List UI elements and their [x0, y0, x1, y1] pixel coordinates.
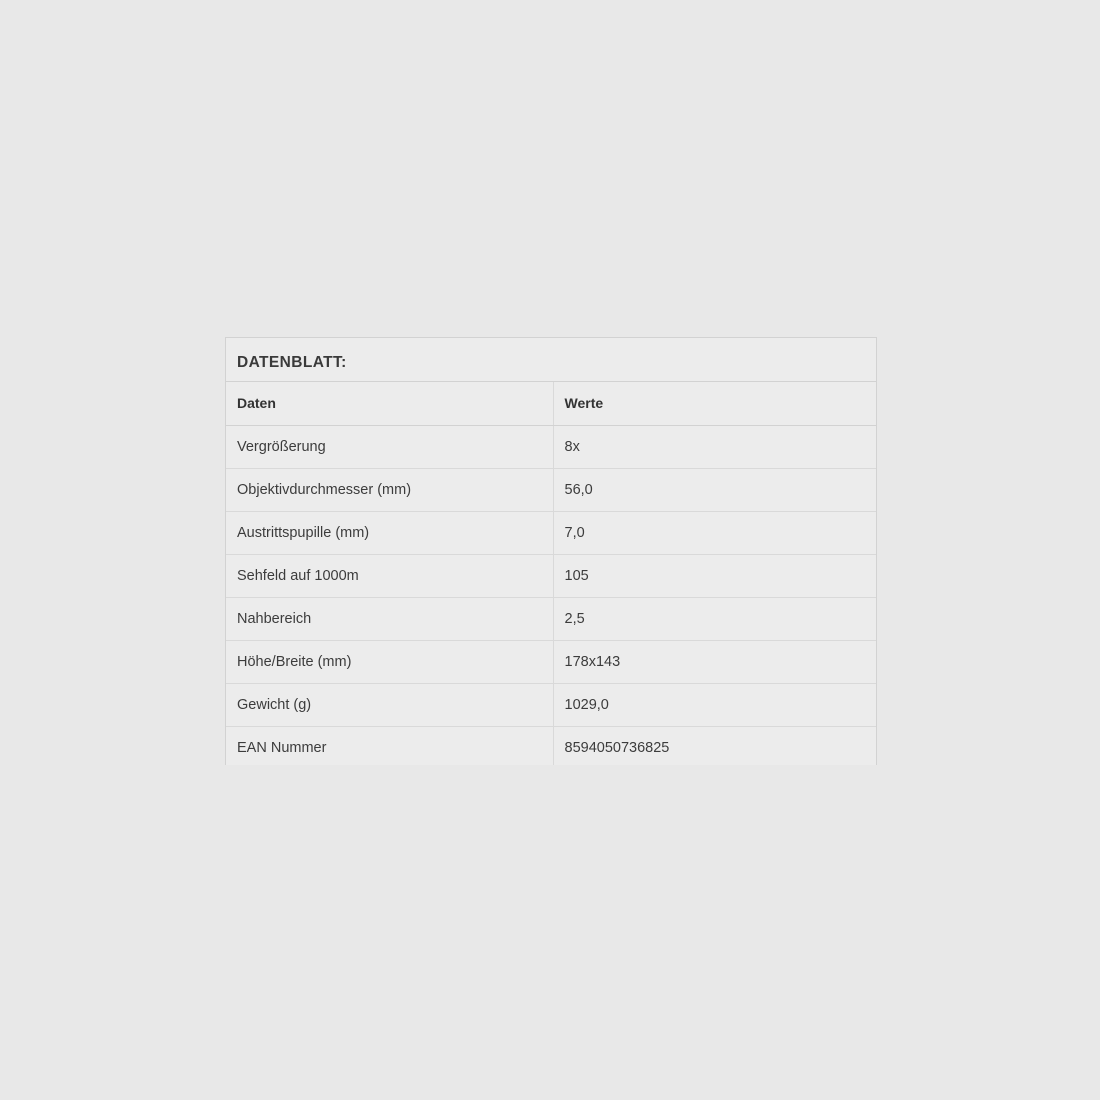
spec-label: Austrittspupille (mm): [226, 511, 553, 554]
spec-value: 7,0: [553, 511, 877, 554]
spec-label: Vergrößerung: [226, 425, 553, 468]
table-row: [226, 640, 877, 683]
table-body: [226, 425, 877, 765]
spec-label: Sehfeld auf 1000m: [226, 554, 553, 597]
spec-value: 56,0: [553, 468, 877, 511]
table-header: [226, 382, 877, 425]
spec-value: 8594050736825: [553, 726, 877, 765]
spec-label: Nahbereich: [226, 597, 553, 640]
table-row: [226, 726, 877, 765]
table-row: [226, 425, 877, 468]
table-row: [226, 468, 877, 511]
spec-label: Gewicht (g): [226, 683, 553, 726]
column-header-werte: Werte: [553, 382, 877, 425]
spec-value: 105: [553, 554, 877, 597]
table-row: [226, 683, 877, 726]
table-header-row: [226, 382, 877, 425]
spec-label: Höhe/Breite (mm): [226, 640, 553, 683]
spec-value: 1029,0: [553, 683, 877, 726]
table-row: [226, 511, 877, 554]
table-row: [226, 597, 877, 640]
column-header-daten: Daten: [226, 382, 553, 425]
spec-value: 2,5: [553, 597, 877, 640]
specifications-table: [226, 382, 877, 765]
datasheet-title: DATENBLATT:: [226, 338, 876, 382]
spec-value: 178x143: [553, 640, 877, 683]
datasheet-panel: [225, 337, 877, 765]
spec-label: EAN Nummer: [226, 726, 553, 765]
table-row: [226, 554, 877, 597]
spec-label: Objektivdurchmesser (mm): [226, 468, 553, 511]
spec-value: 8x: [553, 425, 877, 468]
